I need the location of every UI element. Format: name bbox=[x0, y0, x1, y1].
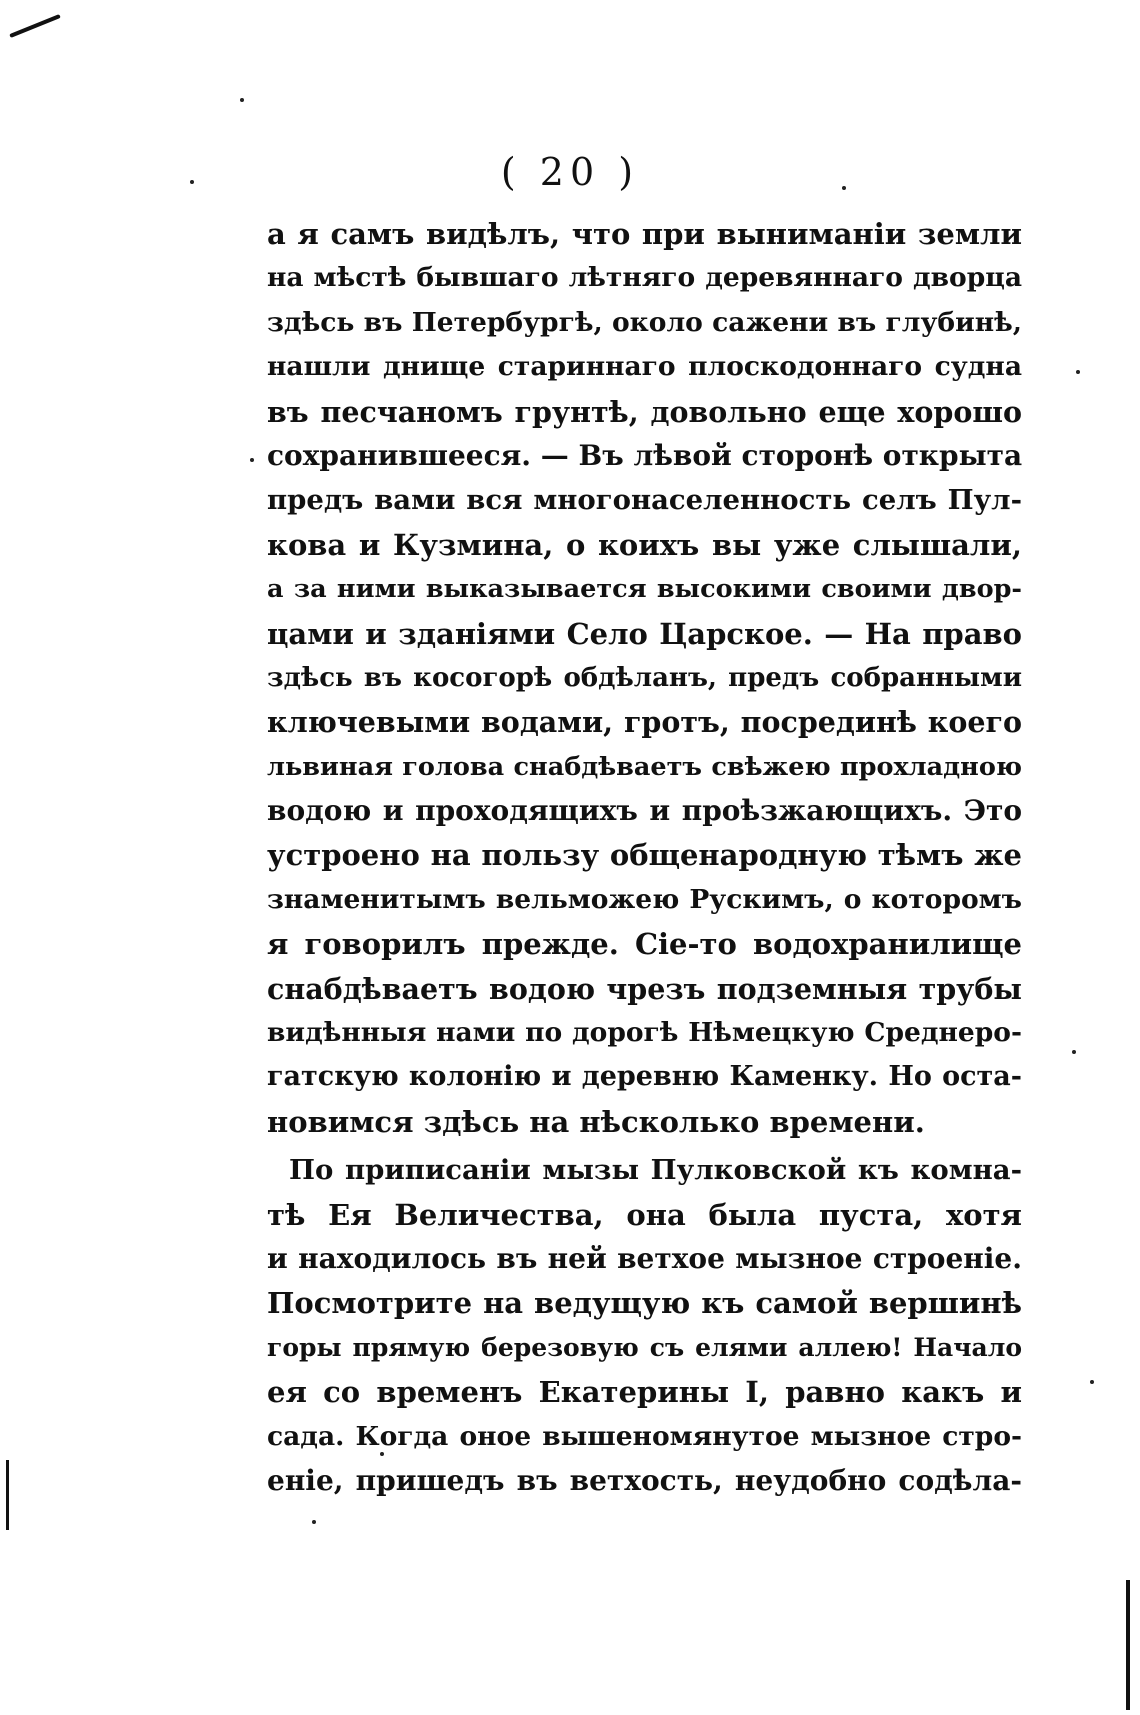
paragraph-end-line: новимся здѣсь на нѣсколько времени. bbox=[267, 1104, 925, 1139]
text-line: еніе, пришедъ въ ветхость, неудобно содѣла- bbox=[267, 1463, 1022, 1497]
text-line: По приписаніи мызы Пулковской къ комна- bbox=[289, 1154, 1022, 1187]
text-line: я говорилъ прежде. Сіе-то водохранилище bbox=[267, 927, 1022, 962]
ink-speck bbox=[250, 458, 254, 462]
ink-speck bbox=[1090, 1380, 1094, 1384]
edge-mark bbox=[1126, 1580, 1130, 1710]
ink-speck bbox=[1072, 1050, 1076, 1054]
text-line: тѣ Ея Величества, она была пуста, хотя bbox=[267, 1197, 1022, 1232]
text-line: сада. Когда оное вышеномянутое мызное стро- bbox=[267, 1420, 1022, 1452]
ink-speck bbox=[312, 1520, 316, 1524]
text-line: а я самъ видѣлъ, что при выниманіи земли bbox=[267, 217, 1022, 251]
text-line: устроено на пользу общенародную тѣмъ же bbox=[267, 838, 1022, 873]
text-line: Посмотрите на ведущую къ самой вершинѣ bbox=[267, 1286, 1022, 1321]
ink-mark bbox=[9, 14, 61, 38]
text-line: а за ними выказывается высокими своими двор- bbox=[267, 574, 1022, 605]
ink-speck bbox=[240, 98, 244, 102]
text-line: львиная голова снабдѣваетъ свѣжею прохладною bbox=[267, 751, 1022, 782]
text-line: снабдѣваетъ водою чрезъ подземныя трубы bbox=[267, 971, 1022, 1006]
text-line: и находилось въ ней ветхое мызное строеніе. bbox=[267, 1241, 1022, 1275]
text-line: водою и проходящихъ и проѣзжающихъ. Это bbox=[267, 794, 1022, 828]
text-line: видѣнныя нами по дорогѣ Нѣмецкую Среднеро- bbox=[267, 1017, 1022, 1049]
text-line: здѣсь въ Петербургѣ, около сажени въ глубинѣ, bbox=[267, 306, 1022, 338]
text-line: нашли днище стариннаго плоскодоннаго судна bbox=[267, 351, 1022, 383]
page-number: ( 20 ) bbox=[500, 150, 640, 194]
text-line: горы прямую березовую съ елями аллею! Начало bbox=[267, 1332, 1022, 1362]
text-line: ключевыми водами, гротъ, посрединѣ коего bbox=[267, 705, 1022, 740]
text-line: предъ вами вся многонаселенность селъ Пул- bbox=[267, 484, 1022, 517]
paragraph-start-line bbox=[267, 1148, 1022, 1192]
body-text bbox=[267, 212, 1022, 1503]
text-line: цами и зданіями Село Царское. — На право bbox=[267, 616, 1022, 651]
text-line: ея со временъ Екатерины I, равно какъ и bbox=[267, 1375, 1022, 1410]
text-line: гатскую колонію и деревню Каменку. Но оста- bbox=[267, 1061, 1022, 1093]
ink-speck bbox=[1076, 370, 1080, 374]
margin-mark bbox=[6, 1460, 9, 1530]
text-line: знаменитымъ вельможею Рускимъ, о которомъ bbox=[267, 883, 1022, 915]
text-line: сохранившееся. — Въ лѣвой сторонѣ открыта bbox=[267, 438, 1023, 472]
text-line: здѣсь въ косогорѣ обдѣланъ, предъ собранными bbox=[267, 662, 1022, 693]
text-line: на мѣстѣ бывшаго лѣтняго деревяннаго дворца bbox=[267, 262, 1022, 294]
text-line: кова и Кузмина, о коихъ вы уже слышали, bbox=[267, 527, 1022, 562]
text-line: въ песчаномъ грунтѣ, довольно еще хорошо bbox=[267, 394, 1022, 429]
